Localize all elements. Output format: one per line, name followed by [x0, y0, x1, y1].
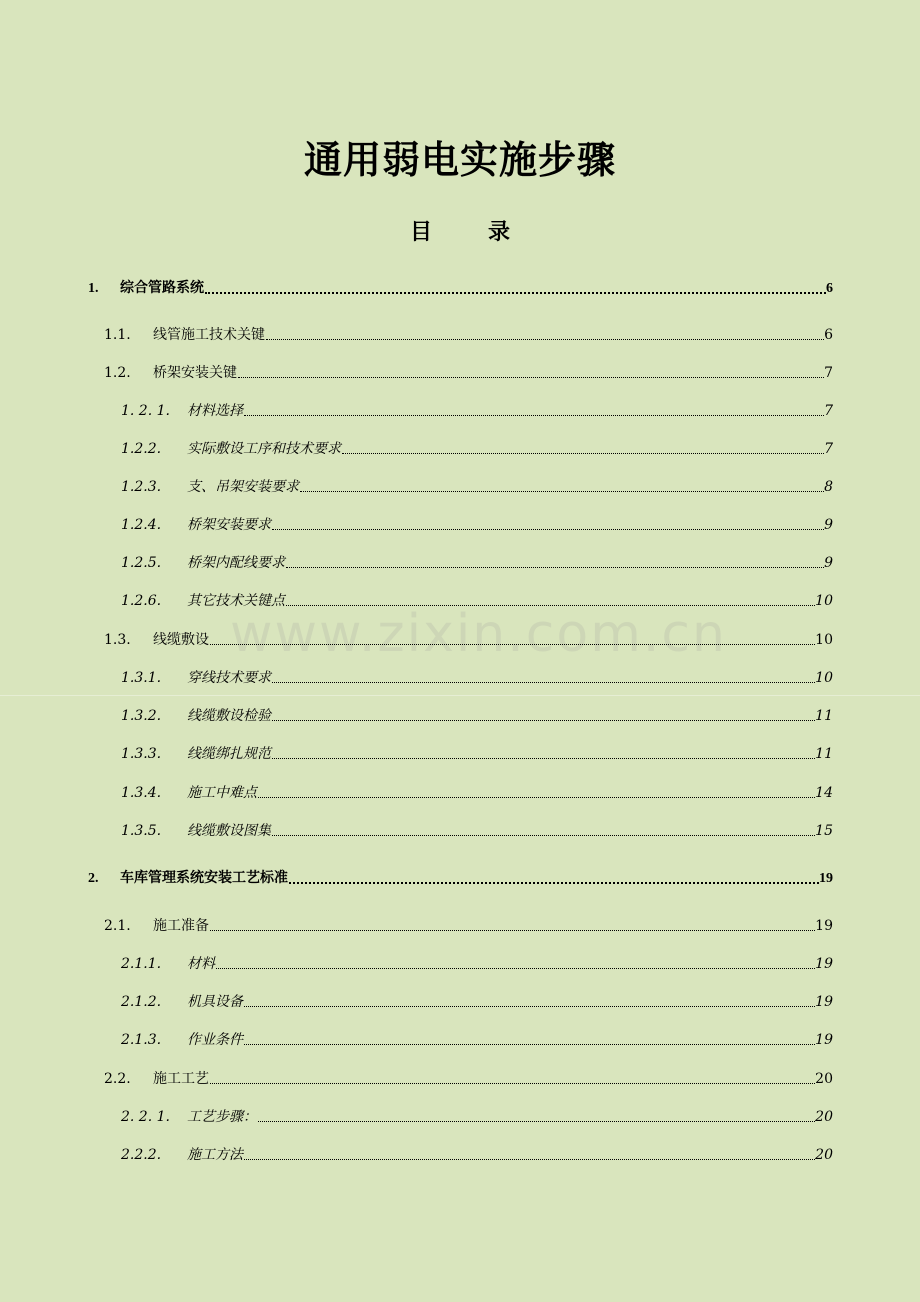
toc-entry-page: 10: [815, 670, 833, 686]
toc-entry-title: 实际敷设工序和技术要求: [187, 441, 341, 457]
toc-entry-page: 20: [815, 1071, 833, 1087]
toc-entry-page: 9: [824, 517, 833, 533]
toc-entry-title: 综合管路系统: [120, 281, 204, 296]
toc-entry-title: 施工工艺: [153, 1071, 209, 1087]
toc-entry-number: 1. 2. 1.: [121, 403, 170, 419]
toc-leader: [216, 967, 815, 969]
toc-entry-title: 施工准备: [153, 918, 209, 934]
toc-entry[interactable]: [121, 991, 833, 1011]
toc-entry[interactable]: [121, 820, 833, 840]
toc-entry-number: 1.3.: [104, 632, 131, 648]
toc-entry[interactable]: [104, 362, 833, 382]
toc-entry[interactable]: [121, 552, 833, 572]
toc-leader: [272, 681, 815, 683]
toc-entry[interactable]: [121, 1106, 833, 1126]
watermark: www.zixin.com.cn: [230, 604, 727, 664]
toc-leader: [342, 452, 824, 454]
toc-entry-page: 6: [826, 281, 833, 296]
toc-leader: [244, 414, 824, 416]
toc-heading-left: 目: [409, 219, 432, 245]
toc-entry-number: 1.3.5.: [121, 823, 162, 839]
toc-entry-title: 线管施工技术关键: [153, 327, 265, 343]
document-title: 通用弱电实施步骤: [303, 137, 616, 182]
toc-entry-title: 线缆绑扎规范: [187, 746, 271, 762]
toc-leader: [272, 719, 815, 721]
toc-entry[interactable]: [121, 1144, 833, 1164]
toc-leader: [258, 1120, 815, 1122]
toc-entry[interactable]: [121, 953, 833, 973]
toc-entry-page: 7: [824, 441, 833, 457]
toc-entry-page: 14: [815, 785, 833, 801]
toc-leader: [210, 929, 815, 931]
toc-entry-page: 19: [815, 956, 833, 972]
toc-entry-page: 10: [815, 593, 833, 609]
toc-entry-page: 9: [824, 555, 833, 571]
toc-leader: [244, 1158, 815, 1160]
toc-entry-number: 1.1.: [104, 327, 131, 343]
toc-entry-title: 线缆敷设检验: [187, 708, 271, 724]
toc-entry-page: 20: [815, 1147, 833, 1163]
toc-entry-number: 2.1.2.: [121, 994, 162, 1010]
toc-entry[interactable]: [121, 705, 833, 725]
toc-entry[interactable]: [121, 1029, 833, 1049]
toc-entry-title: 线缆敷设: [153, 632, 209, 648]
toc-entry-page: 19: [815, 1032, 833, 1048]
toc-entry-number: 1.3.4.: [121, 785, 162, 801]
toc-entry-page: 15: [815, 823, 833, 839]
toc-entry-title: 其它技术关键点: [187, 593, 285, 609]
toc-entry[interactable]: [88, 278, 833, 298]
toc-leader: [244, 1005, 815, 1007]
toc-entry-title: 穿线技术要求: [187, 670, 271, 686]
toc-entry-number: 1.3.1.: [121, 670, 162, 686]
toc-leader: [258, 796, 815, 798]
toc-leader: [266, 338, 824, 340]
toc-entry-number: 1.2.5.: [121, 555, 162, 571]
toc-entry[interactable]: [104, 629, 833, 649]
toc-leader: [289, 881, 819, 884]
toc-entry-number: 1.2.2.: [121, 441, 162, 457]
toc-entry[interactable]: [104, 324, 833, 344]
toc-entry-page: 10: [815, 632, 833, 648]
toc-entry[interactable]: [104, 1068, 833, 1088]
toc-leader: [210, 643, 815, 645]
toc-leader: [272, 834, 815, 836]
toc-entry-page: 6: [824, 327, 833, 343]
toc-leader: [300, 490, 824, 492]
toc-entry[interactable]: [121, 743, 833, 763]
toc-leader: [286, 566, 824, 568]
toc-entry[interactable]: [104, 915, 833, 935]
toc-entry-number: 1.2.6.: [121, 593, 162, 609]
toc-entry-number: 1.: [88, 281, 99, 296]
toc-entry-number: 2.1.3.: [121, 1032, 162, 1048]
toc-entry-number: 2.2.2.: [121, 1147, 162, 1163]
toc-entry-title: 作业条件: [187, 1032, 243, 1048]
toc-entry-title: 材料选择: [187, 403, 243, 419]
toc-entry-number: 2.: [88, 871, 99, 886]
toc-entry-page: 19: [815, 918, 833, 934]
toc-entry[interactable]: [88, 868, 833, 888]
toc-entry-title: 工艺步骤：: [187, 1109, 257, 1125]
toc-entry[interactable]: [121, 590, 833, 610]
toc-entry-title: 支、吊架安装要求: [187, 479, 299, 495]
toc-leader: [205, 291, 826, 294]
toc-entry-number: 1.3.3.: [121, 746, 162, 762]
toc-entry-title: 桥架安装要求: [187, 517, 271, 533]
toc-entry-number: 1.2.4.: [121, 517, 162, 533]
toc-leader: [272, 528, 824, 530]
toc-entry-page: 11: [815, 708, 833, 724]
toc-entry-number: 1.2.: [104, 365, 131, 381]
toc-entry-title: 施工方法: [187, 1147, 243, 1163]
toc-entry-title: 施工中难点: [187, 785, 257, 801]
toc-heading-right: 录: [488, 219, 511, 245]
toc-entry-number: 2. 2. 1.: [121, 1109, 170, 1125]
toc-entry-title: 机具设备: [187, 994, 243, 1010]
toc-entry[interactable]: [121, 667, 833, 687]
toc-entry[interactable]: [121, 400, 833, 420]
toc-entry-title: 材料: [187, 956, 215, 972]
toc-entry[interactable]: [121, 476, 833, 496]
toc-entry-number: 2.1.1.: [121, 956, 162, 972]
toc-leader: [272, 757, 815, 759]
toc-entry-title: 桥架安装关键: [153, 365, 237, 381]
toc-entry-page: 20: [815, 1109, 833, 1125]
toc-entry-page: 7: [824, 365, 833, 381]
toc-leader: [286, 604, 815, 606]
toc-entry-number: 2.1.: [104, 918, 131, 934]
toc-leader: [210, 1082, 815, 1084]
toc-leader: [244, 1043, 815, 1045]
toc-entry-number: 2.2.: [104, 1071, 131, 1087]
toc-entry[interactable]: [121, 782, 833, 802]
toc-entry-page: 7: [824, 403, 833, 419]
toc-entry-page: 19: [819, 871, 833, 886]
toc-entry-title: 车库管理系统安装工艺标准: [120, 871, 288, 886]
toc-entry-number: 1.3.2.: [121, 708, 162, 724]
toc-entry-number: 1.2.3.: [121, 479, 162, 495]
toc-entry-page: 19: [815, 994, 833, 1010]
toc-leader: [238, 376, 824, 378]
toc-entry-title: 线缆敷设图集: [187, 823, 271, 839]
toc-entry[interactable]: [121, 514, 833, 534]
toc-entry-page: 8: [824, 479, 833, 495]
toc-entry-title: 桥架内配线要求: [187, 555, 285, 571]
toc-entry-page: 11: [815, 746, 833, 762]
toc-entry[interactable]: [121, 438, 833, 458]
